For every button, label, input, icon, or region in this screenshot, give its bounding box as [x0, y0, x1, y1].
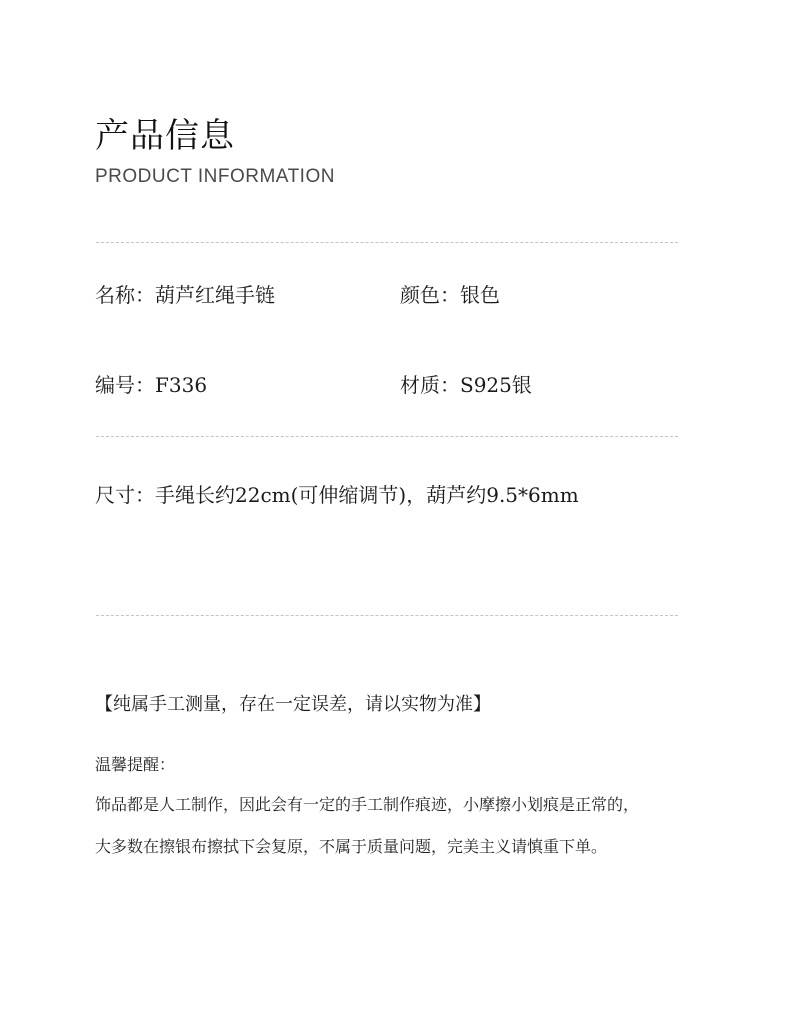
- product-size: 尺寸：手绳长约22cm(可伸缩调节)，葫芦约9.5*6mm: [95, 483, 579, 507]
- tips-line: 大多数在擦银布擦拭下会复原，不属于质量问题，完美主义请慎重下单。: [95, 837, 608, 856]
- divider: [96, 242, 678, 243]
- product-color: 颜色：银色: [400, 283, 500, 307]
- page-title: 产品信息: [95, 116, 235, 156]
- tips-title: 温馨提醒：: [95, 755, 176, 774]
- divider: [96, 436, 678, 437]
- product-code: 编号：F336: [95, 373, 208, 397]
- page-subtitle: PRODUCT INFORMATION: [95, 166, 335, 187]
- divider: [96, 615, 678, 616]
- tips-line: 饰品都是人工制作，因此会有一定的手工制作痕迹，小摩擦小划痕是正常的，: [95, 795, 640, 814]
- measurement-notice: 【纯属手工测量，存在一定误差，请以实物为准】: [95, 694, 491, 715]
- product-name: 名称：葫芦红绳手链: [95, 283, 275, 307]
- product-material: 材质：S925银: [400, 373, 532, 397]
